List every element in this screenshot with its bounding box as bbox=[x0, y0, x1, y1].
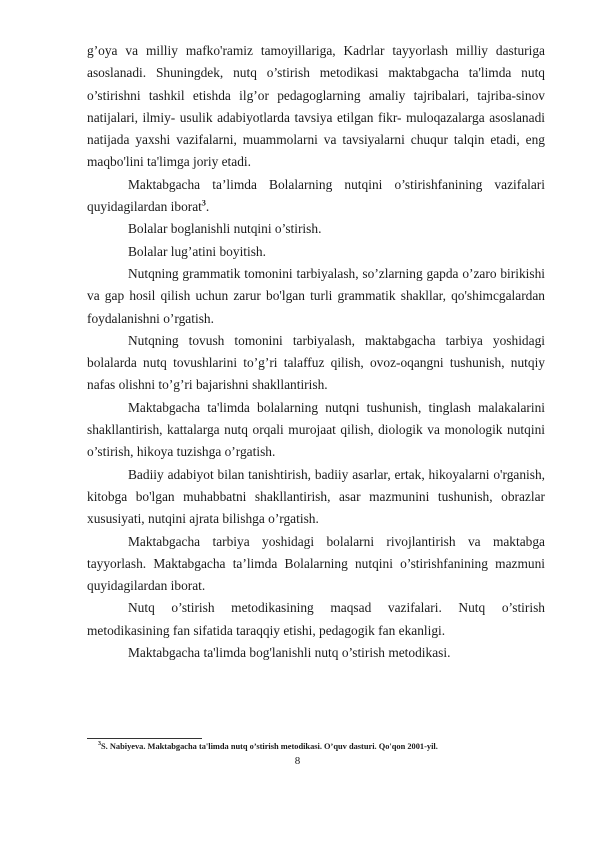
paragraph-item: Maktabgacha ta'limda bog'lanishli nutq o’stirish metodikasi. bbox=[128, 645, 451, 661]
paragraph-item: Bolalar lug’atini boyitish. bbox=[128, 243, 266, 259]
footnote-marker: 3 bbox=[98, 741, 101, 748]
paragraph-item: Maktabgacha tarbiya yoshidagi bolalarni rivojlantirish va maktabga tayyorlash. Maktabgacha ta’limda Bolalarning nutqini o’stirishfanining mazmuni quyidagilardan iborat. bbox=[87, 533, 545, 594]
paragraph-tasks-heading bbox=[87, 174, 545, 219]
document-body bbox=[87, 40, 545, 664]
footnote bbox=[98, 742, 538, 752]
paragraph-item: Nutq o’stirish metodikasining maqsad vazifalari. Nutq o’stirish metodikasining fan sifatida taraqqiy etishi, pedagogik fan ekanligi. bbox=[87, 600, 545, 638]
footnote-divider bbox=[87, 738, 202, 739]
footnote-text: S. Nabiyeva. Maktabgacha ta'limda nutq o’stirish metodikasi. O’quv dasturi. Qo'qon 2001-yil. bbox=[101, 742, 438, 751]
paragraph-item: Nutqning tovush tomonini tarbiyalash, maktabgacha tarbiya yoshidagi bolalarda nutq tovushlarini to’g’ri talaffuz qilish, ovoz-oqangni tushunish, nutqiy nafas olishni to’g’ri bajarishni shakllantirish. bbox=[87, 332, 545, 393]
paragraph-item: Badiiy adabiyot bilan tanishtirish, badiiy asarlar, ertak, hikoyalarni o'rganish, kitobga bo'lgan muhabbatni shakllantirish, asar mazmunini tushunish, obrazlar xususiyati, nutqini ajrata bilishga o’rgatish. bbox=[87, 466, 545, 527]
paragraph-intro: g’oya va milliy mafko'ramiz tamoyillariga, Kadrlar tayyorlash milliy dasturiga asoslanadi. Shuningdek, nutq o’stirish metodikasi maktabgacha ta'limda nutq o’stirishni tashkil etishda ilg’or pedagoglarning amaliy tajribalari, tajriba-sinov natijalari, ilmiy- usulik adabiyotlarda tavsiya etilgan fikr- muloqazalarga asoslanadi natijada yaxshi vazifalarni, muammolarni va tavsiyalarni chuqur talqin etadi, eng maqbo'lini ta'limga joriy etadi. bbox=[87, 43, 545, 170]
paragraph-item: Maktabgacha ta'limda bolalarning nutqni tushunish, tinglash malakalarini shakllantirish, kattalarga nutq orqali murojaat qilish, diologik va monologik nutqini o’stirish, hikoya tuzishga o’rgatish. bbox=[87, 399, 545, 460]
paragraph-item: Nutqning grammatik tomonini tarbiyalash, so’zlarning gapda o’zaro birikishi va gap hosil qilish uchun zarur bo'lgan turli grammatik shakllar, qo'shimcgalardan foydalanishni o’rgatish. bbox=[87, 265, 545, 326]
page-number: 8 bbox=[294, 755, 301, 767]
paragraph-text: Maktabgacha ta’limda Bolalarning nutqini o’stirishfanining vazifalari quyidagilardan iborat bbox=[87, 176, 545, 215]
footnote-reference: 3 bbox=[201, 198, 206, 208]
paragraph-period: . bbox=[205, 199, 210, 215]
paragraph-item: Bolalar boglanishli nutqini o’stirish. bbox=[128, 221, 322, 237]
